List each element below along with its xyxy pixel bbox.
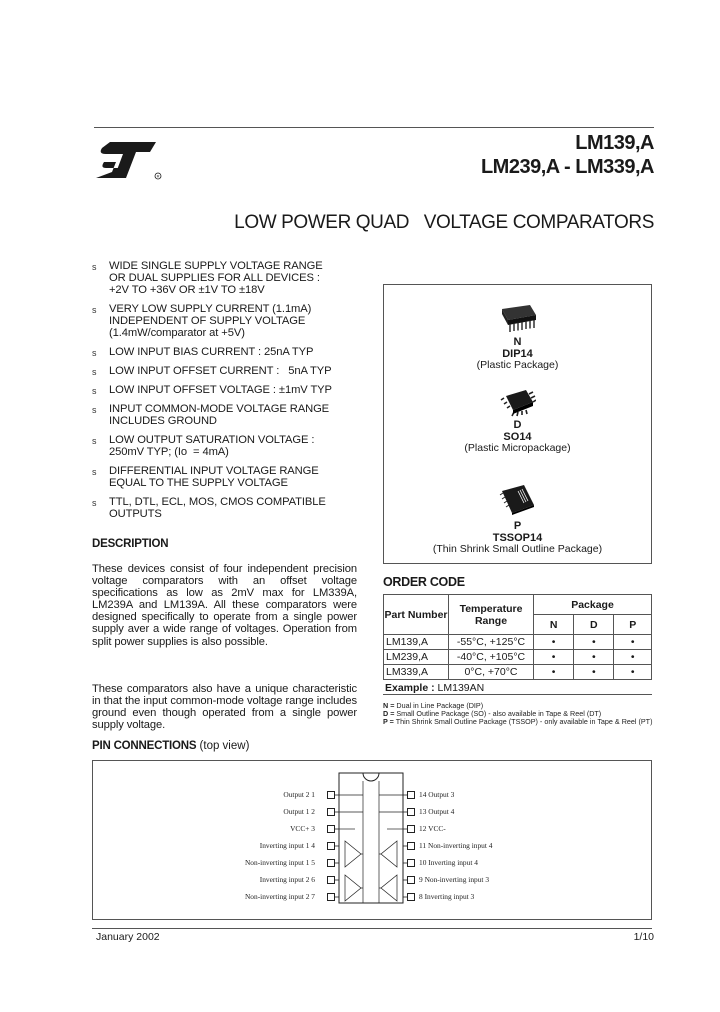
note-item: D = Small Outline Package (SO) - also available in Tape & Reel (DT) [383, 709, 602, 718]
pin-pad [327, 893, 335, 901]
bullet-icon: s [92, 467, 97, 477]
pin-label-right: 13 Output 4 [419, 807, 455, 816]
pin-connections-heading: PIN CONNECTIONS (top view) [92, 740, 250, 752]
order-notes [383, 702, 655, 726]
note-item: N = Dual in Line Package (DIP) [383, 701, 484, 710]
package-code: D [513, 419, 522, 431]
col-temperature-range: Temperature Range [449, 595, 534, 635]
bullet-icon: s [92, 367, 97, 377]
pin-label-right: 14 Output 3 [419, 790, 455, 799]
title-line-1: LM139,A [575, 132, 654, 154]
pin-pad [327, 842, 335, 850]
bullet-icon: s [92, 262, 97, 272]
col-part-number: Part Number [384, 595, 449, 635]
order-example: Example : LM139AN [383, 682, 652, 695]
pin-label-left: Output 2 1 [283, 790, 315, 799]
col-package-n: N [534, 615, 574, 635]
feature-item: s INPUT COMMON-MODE VOLTAGE RANGE INCLUDES GROUND [92, 403, 330, 427]
pin-label-right: 10 Inverting input 4 [419, 858, 478, 867]
package-tssop14 [384, 481, 651, 556]
svg-text:R: R [156, 173, 160, 179]
pin-label-right: 8 Inverting input 3 [419, 892, 475, 901]
feature-item: s DIFFERENTIAL INPUT VOLTAGE RANGE EQUAL TO THE SUPPLY VOLTAGE [92, 465, 319, 489]
feature-list [92, 260, 372, 527]
col-package-p: P [614, 615, 652, 635]
dip-package-icon [496, 303, 540, 335]
package-name: DIP14 [502, 347, 533, 360]
package-desc: (Plastic Micropackage) [464, 442, 571, 454]
pin-label-left: Inverting input 1 4 [259, 841, 315, 850]
col-package: Package [534, 595, 652, 615]
pin-label-left: Output 1 2 [283, 807, 315, 816]
so-package-icon [500, 388, 536, 418]
bullet-icon: s [92, 348, 97, 358]
bullet-icon: s [92, 405, 97, 415]
pin-diagram-box [92, 760, 652, 920]
description-heading: DESCRIPTION [92, 538, 169, 550]
page-subtitle: LOW POWER QUAD VOLTAGE COMPARATORS [234, 212, 654, 233]
pin-pad [327, 825, 335, 833]
pin-diagram [93, 761, 651, 919]
header-rule [94, 127, 654, 128]
pin-pad [327, 808, 335, 816]
feature-item: s LOW INPUT OFFSET CURRENT : 5nA TYP [92, 365, 332, 377]
note-item: P = Thin Shrink Small Outline Package (TSSOP) - only available in Tape & Reel (PT) [383, 717, 653, 726]
pin-label-left: Non-inverting input 1 5 [244, 858, 315, 867]
pin-pad [407, 876, 415, 884]
st-logo [96, 138, 168, 182]
table-row: LM339,A 0°C, +70°C • • • [384, 665, 652, 680]
order-code-table [383, 594, 652, 680]
footer-date: January 2002 [96, 931, 160, 943]
page-number: 1/10 [633, 931, 654, 943]
package-so14 [384, 388, 651, 455]
footer-rule [92, 928, 652, 929]
package-code: N [513, 336, 522, 348]
package-name: TSSOP14 [492, 531, 543, 544]
table-row: LM239,A -40°C, +105°C • • • [384, 650, 652, 665]
package-desc: (Thin Shrink Small Outline Package) [432, 543, 603, 555]
pin-pad [407, 893, 415, 901]
pin-pad [327, 859, 335, 867]
table-row: LM139,A -55°C, +125°C • • • [384, 635, 652, 650]
feature-item: s LOW INPUT OFFSET VOLTAGE : ±1mV TYP [92, 384, 332, 396]
feature-item: s TTL, DTL, ECL, MOS, CMOS COMPATIBLE OUTPUTS [92, 496, 326, 520]
pin-label-left: Non-inverting input 2 7 [244, 892, 315, 901]
bullet-icon: s [92, 386, 97, 396]
pin-label-left: Inverting input 2 6 [259, 875, 315, 884]
bullet-icon: s [92, 305, 97, 315]
bullet-icon: s [92, 498, 97, 508]
pin-label-right: 11 Non-inverting input 4 [419, 841, 493, 850]
pin-pad [407, 859, 415, 867]
description-paragraph-1: These devices consist of four independent precision voltage comparators with an offset voltage specifications as low as 2mV max for LM339A, LM239A and LM139A. All these comparators were designed specifically to operate from a single power supply aver a wide range of voltages. Operation from split power supplies is also possible. [92, 563, 357, 648]
description-paragraph-2: These comparators also have a unique characteristic in that the input common-mode voltage range includes ground even though operated from a single power supply voltage. [92, 683, 357, 732]
package-desc: (Plastic Package) [476, 359, 559, 371]
pin-pad [407, 791, 415, 799]
pin-pad [407, 825, 415, 833]
pin-pad [327, 876, 335, 884]
col-package-d: D [574, 615, 614, 635]
feature-item: s VERY LOW SUPPLY CURRENT (1.1mA) INDEPENDENT OF SUPPLY VOLTAGE (1.4mW/comparator at +5V) [92, 303, 312, 339]
package-code: P [513, 520, 522, 532]
pin-pad [407, 842, 415, 850]
feature-item: s LOW OUTPUT SATURATION VOLTAGE : 250mV TYP; (Io = 4mA) [92, 434, 315, 458]
pin-pad [407, 808, 415, 816]
package-name: SO14 [503, 430, 532, 443]
order-code-heading: ORDER CODE [383, 575, 465, 589]
pin-label-left: VCC+ 3 [290, 824, 315, 833]
package-box [383, 284, 652, 564]
title-line-2: LM239,A - LM339,A [480, 156, 654, 178]
pin-pad [327, 791, 335, 799]
feature-item: s LOW INPUT BIAS CURRENT : 25nA TYP [92, 346, 314, 358]
package-dip14 [384, 303, 651, 372]
pin-label-right: 9 Non-inverting input 3 [419, 875, 490, 884]
bullet-icon: s [92, 436, 97, 446]
tssop-package-icon [498, 481, 538, 519]
feature-item: s WIDE SINGLE SUPPLY VOLTAGE RANGE OR DUAL SUPPLIES FOR ALL DEVICES : +2V TO +36V OR ±1V TO ±18V [92, 260, 323, 296]
pin-label-right: 12 VCC- [419, 824, 446, 833]
